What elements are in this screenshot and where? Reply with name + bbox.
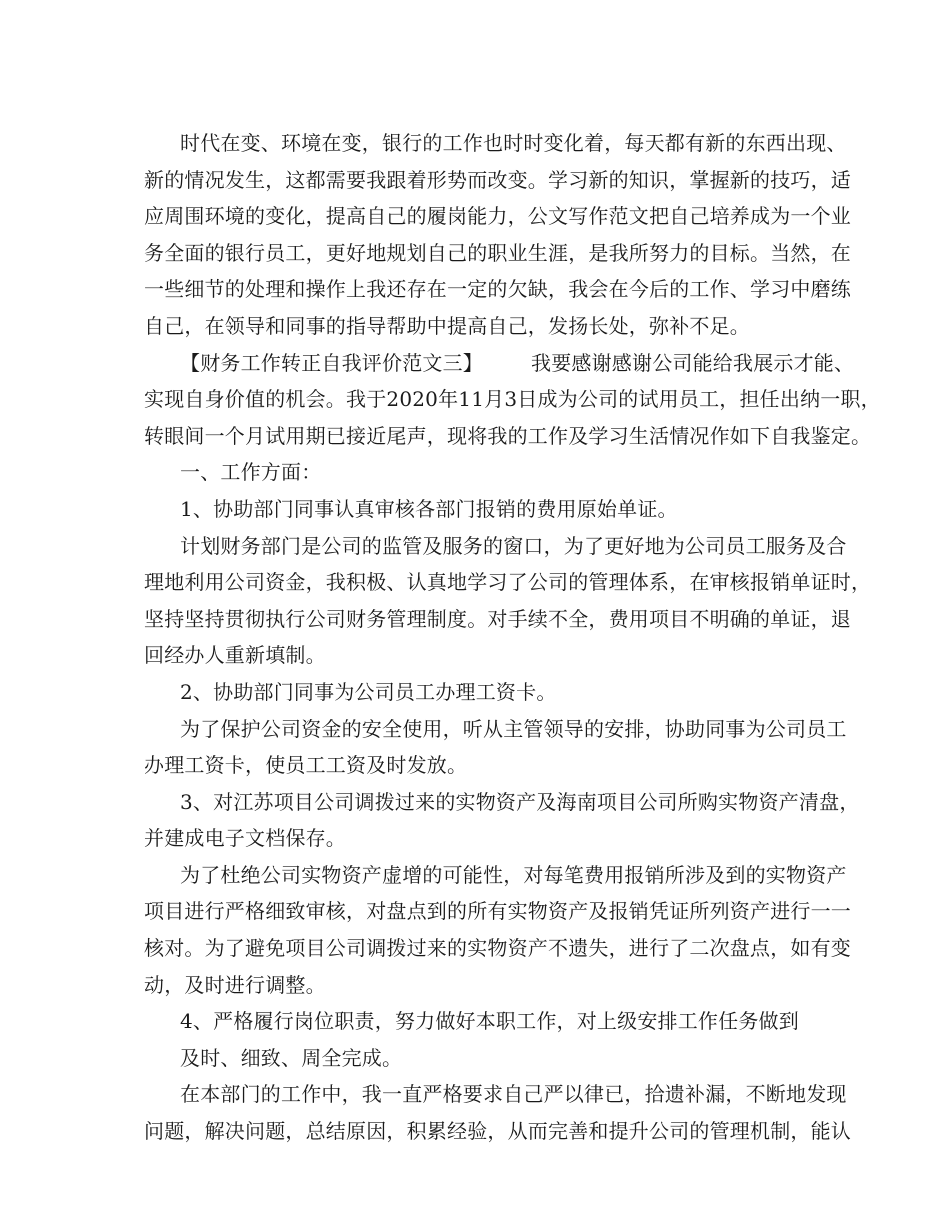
section-heading-line	[144, 345, 855, 382]
document-body	[144, 125, 881, 1150]
text-line: 务全面的银行员工，更好地规划自己的职业生涯，是我所努力的目标。当然，在	[144, 240, 851, 265]
text-line: 转眼间一个月试用期已接近尾声，现将我的工作及学习生活情况作如下自我鉴定。	[144, 423, 872, 448]
text-line: 为了杜绝公司实物资产虚增的可能性，对每笔费用报销所涉及到的实物资产	[180, 862, 847, 887]
text-line: 为了保护公司资金的安全使用，听从主管领导的安排，协助同事为公司员工	[180, 716, 847, 741]
list-item-heading: 1、协助部门同事认真审核各部门报销的费用原始单证。	[180, 496, 678, 521]
text-line: 回经办人重新填制。	[144, 643, 326, 668]
text-line: 核对。为了避免项目公司调拨过来的实物资产不遗失，进行了二次盘点，如有变	[144, 936, 851, 961]
text-line: 在本部门的工作中，我一直严格要求自己严以律已，拾遗补漏，不断地发现	[180, 1082, 847, 1107]
section-heading: 【财务工作转正自我评价范文三】	[180, 350, 483, 375]
text-line: 时代在变、环境在变，银行的工作也时时变化着，每天都有新的东西出现、	[180, 131, 847, 155]
text-line: 理地利用公司资金，我积极、认真地学习了公司的管理体系，在审核报销单证时，	[144, 570, 872, 595]
text-line: 项目进行严格细致审核，对盘点到的所有实物资产及报销凭证所列资产进行一一	[144, 899, 851, 924]
text-line: 动，及时进行调整。	[144, 972, 326, 997]
text-line: 应周围环境的变化，提高自己的履岗能力，公文写作范文把自己培养成为一个业	[144, 204, 851, 229]
list-item-heading: 4、严格履行岗位职责，努力做好本职工作，对上级安排工作任务做到	[180, 1009, 799, 1034]
text-line: 坚持坚持贯彻执行公司财务管理制度。对手续不全，费用项目不明确的单证，退	[144, 606, 851, 631]
text-line: 实现自身价值的机会。我于2020年11月3日成为公司的试用员工，担任出纳一职，	[144, 387, 881, 412]
text-line: 一些细节的处理和操作上我还存在一定的欠缺，我会在今后的工作、学习中磨练	[144, 277, 851, 302]
list-item-heading: 2、协助部门同事为公司员工办理工资卡。	[180, 679, 557, 704]
list-item-heading: 3、对江苏项目公司调拨过来的实物资产及海南项目公司所购实物资产清盘，	[180, 789, 860, 814]
text-line: 办理工资卡，使员工工资及时发放。	[144, 753, 468, 778]
text-line: 计划财务部门是公司的监管及服务的窗口，为了更好地为公司员工服务及合	[180, 533, 847, 558]
text-line: 并建成电子文档保存。	[144, 826, 346, 851]
text-line: 我要感谢感谢公司能给我展示才能、	[531, 350, 855, 375]
text-line: 新的情况发生，这都需要我跟着形势而改变。学习新的知识，掌握新的技巧，适	[144, 167, 851, 192]
text-line: 自己，在领导和同事的指导帮助中提高自己，发扬长处，弥补不足。	[144, 313, 750, 338]
text-line: 及时、细致、周全完成。	[180, 1045, 403, 1070]
subheading: 一、工作方面：	[180, 460, 322, 485]
text-line: 问题，解决问题，总结原因，积累经验，从而完善和提升公司的管理机制，能认	[144, 1119, 851, 1144]
